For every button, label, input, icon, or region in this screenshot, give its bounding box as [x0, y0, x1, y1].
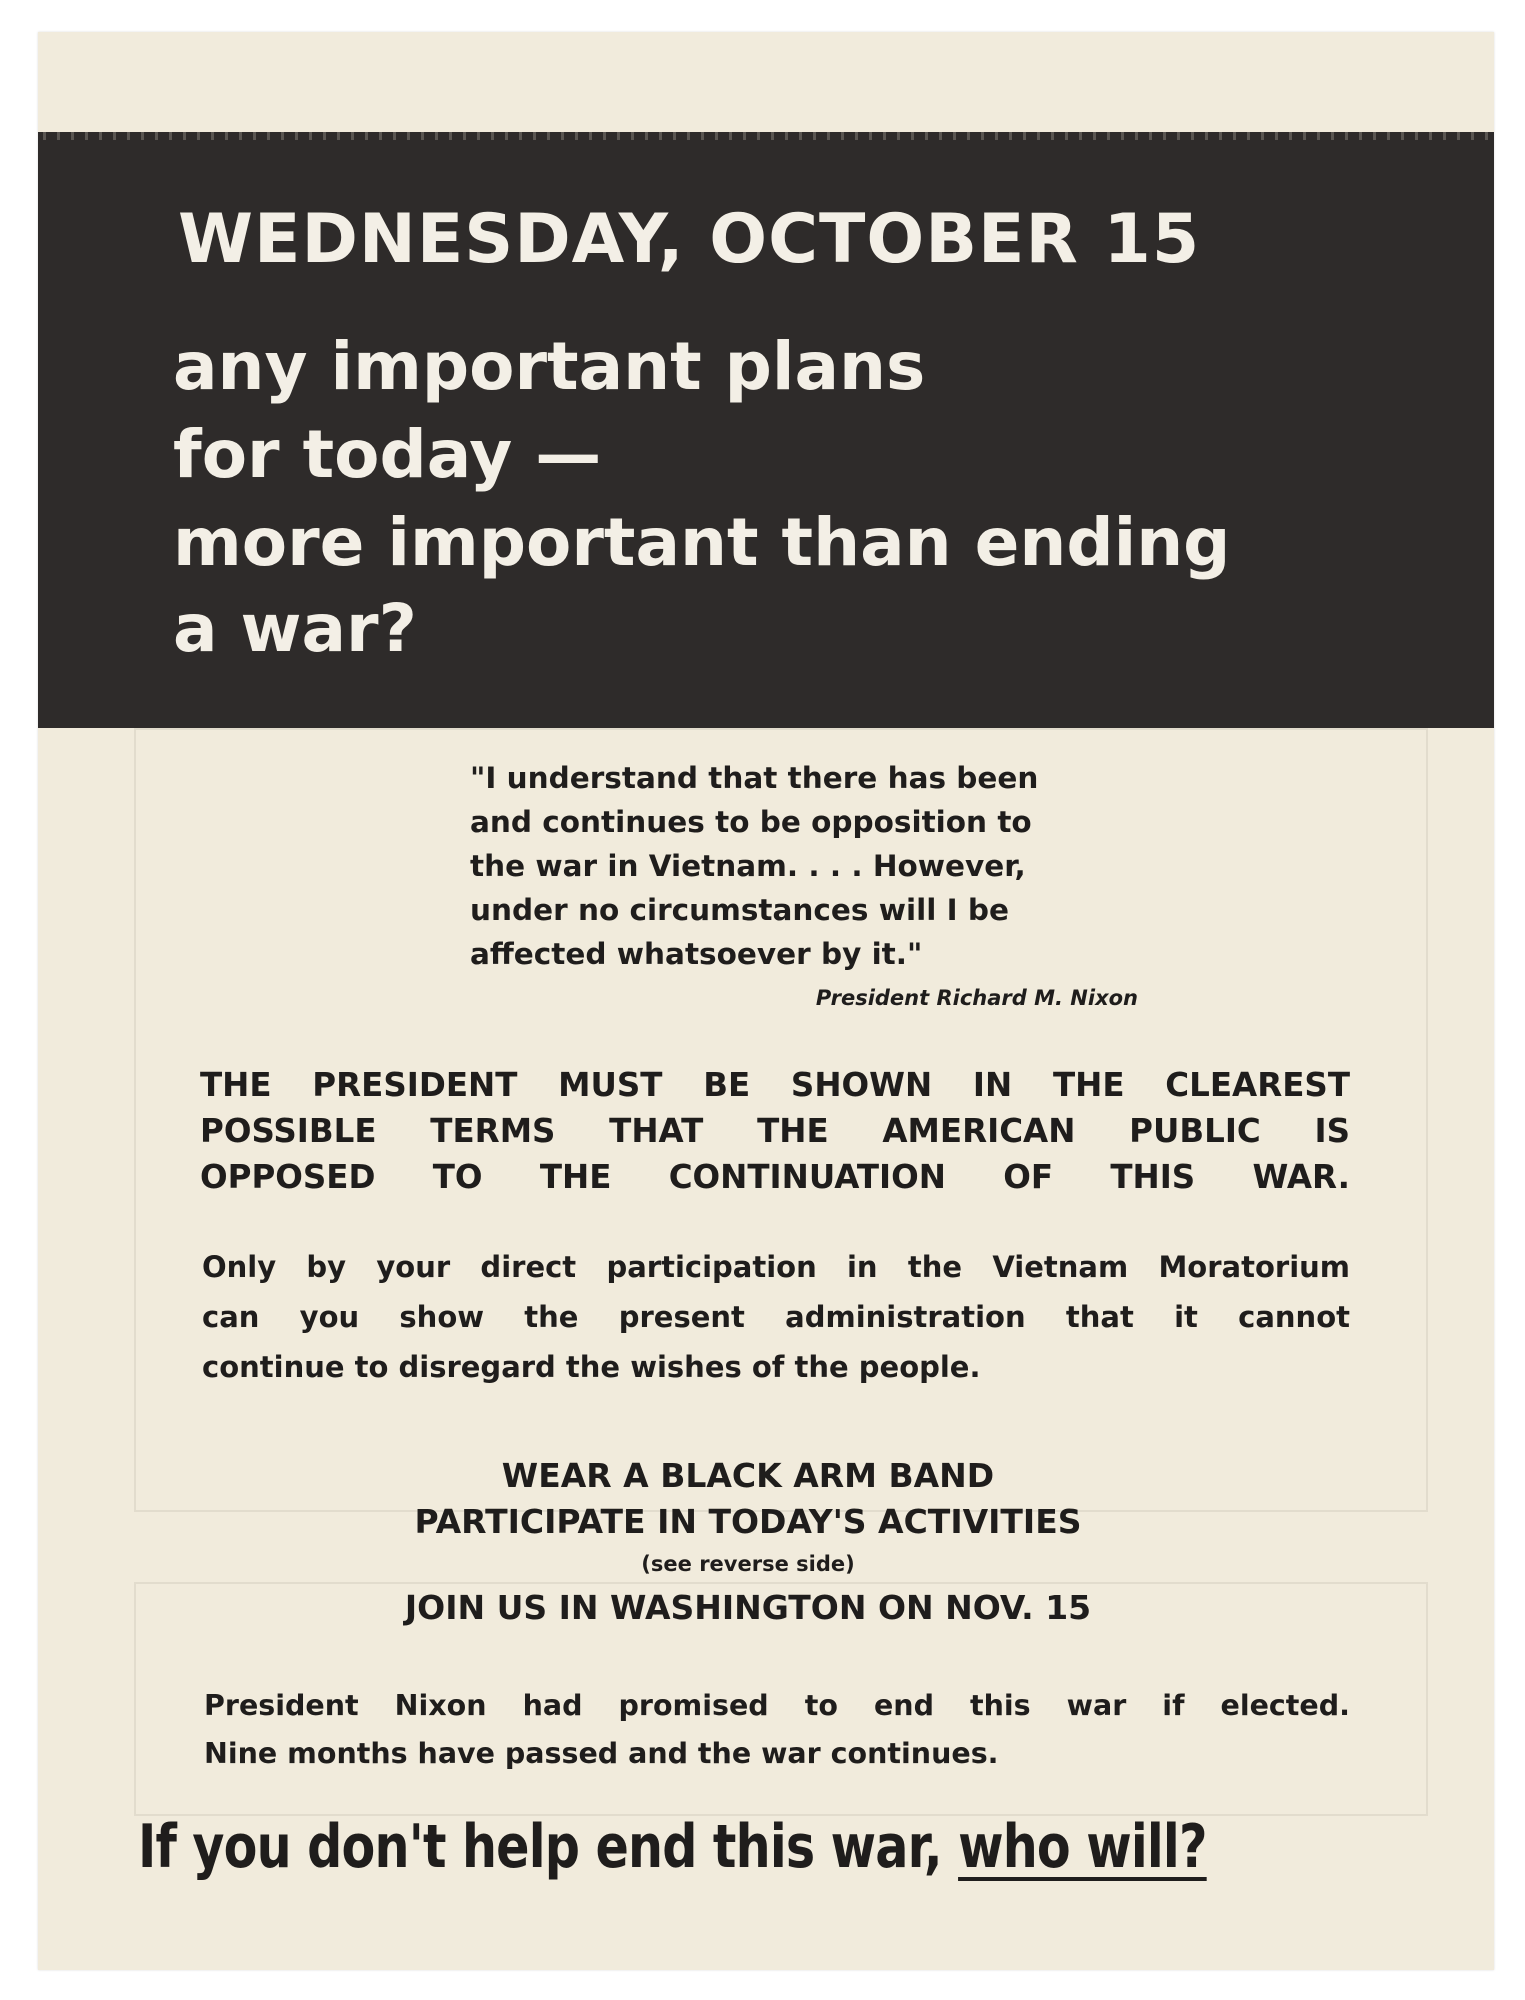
nixon-quote — [470, 756, 1130, 976]
closing-question — [138, 1812, 1207, 1882]
quote-attribution: President Richard M. Nixon — [815, 986, 1138, 1010]
question-line-1: any important plans — [173, 328, 926, 405]
promise-line-2: Nine months have passed and the war continues. — [204, 1737, 999, 1770]
statement-line-3: OPPOSED TO THE CONTINUATION OF THIS WAR. — [200, 1158, 1350, 1196]
washington-call: JOIN US IN WASHINGTON ON NOV. 15 — [404, 1588, 1092, 1627]
quote-line-5: affected whatsoever by it." — [470, 937, 923, 971]
statement-line-1: THE PRESIDENT MUST BE SHOWN IN THE CLEAREST — [200, 1066, 1350, 1104]
participation-line-3: continue to disregard the wishes of the people. — [202, 1350, 981, 1384]
closing-emphasis: who will? — [958, 1812, 1207, 1882]
question-line-4: a war? — [173, 590, 417, 667]
closing-prefix: If you don't help end this war, — [138, 1812, 959, 1882]
participation-line-1: Only by your direct participation in the Vietnam Moratorium — [202, 1250, 1350, 1284]
reverse-side-note: (see reverse side) — [641, 1552, 855, 1576]
flyer-sheet — [38, 32, 1494, 1970]
participate-call: PARTICIPATE IN TODAY'S ACTIVITIES — [414, 1502, 1082, 1541]
question-line-3: more important than ending — [173, 504, 1231, 581]
headline-date: WEDNESDAY, OCTOBER 15 — [178, 200, 1201, 279]
armband-call: WEAR A BLACK ARM BAND — [501, 1456, 995, 1495]
question-line-2: for today — — [173, 416, 602, 493]
participation-paragraph — [202, 1242, 1350, 1392]
quote-line-3: the war in Vietnam. . . . However, — [470, 849, 1026, 883]
participation-line-2: can you show the present administration that it cannot — [202, 1300, 1350, 1334]
promise-line-1: President Nixon had promised to end this war if elected. — [204, 1689, 1350, 1722]
promise-paragraph — [204, 1682, 1350, 1778]
quote-line-2: and continues to be opposition to — [470, 805, 1032, 839]
quote-line-1: "I understand that there has been — [470, 761, 1039, 795]
main-statement — [200, 1062, 1350, 1200]
quote-line-4: under no circumstances will I be — [470, 893, 1009, 927]
statement-line-2: POSSIBLE TERMS THAT THE AMERICAN PUBLIC IS — [200, 1112, 1350, 1150]
